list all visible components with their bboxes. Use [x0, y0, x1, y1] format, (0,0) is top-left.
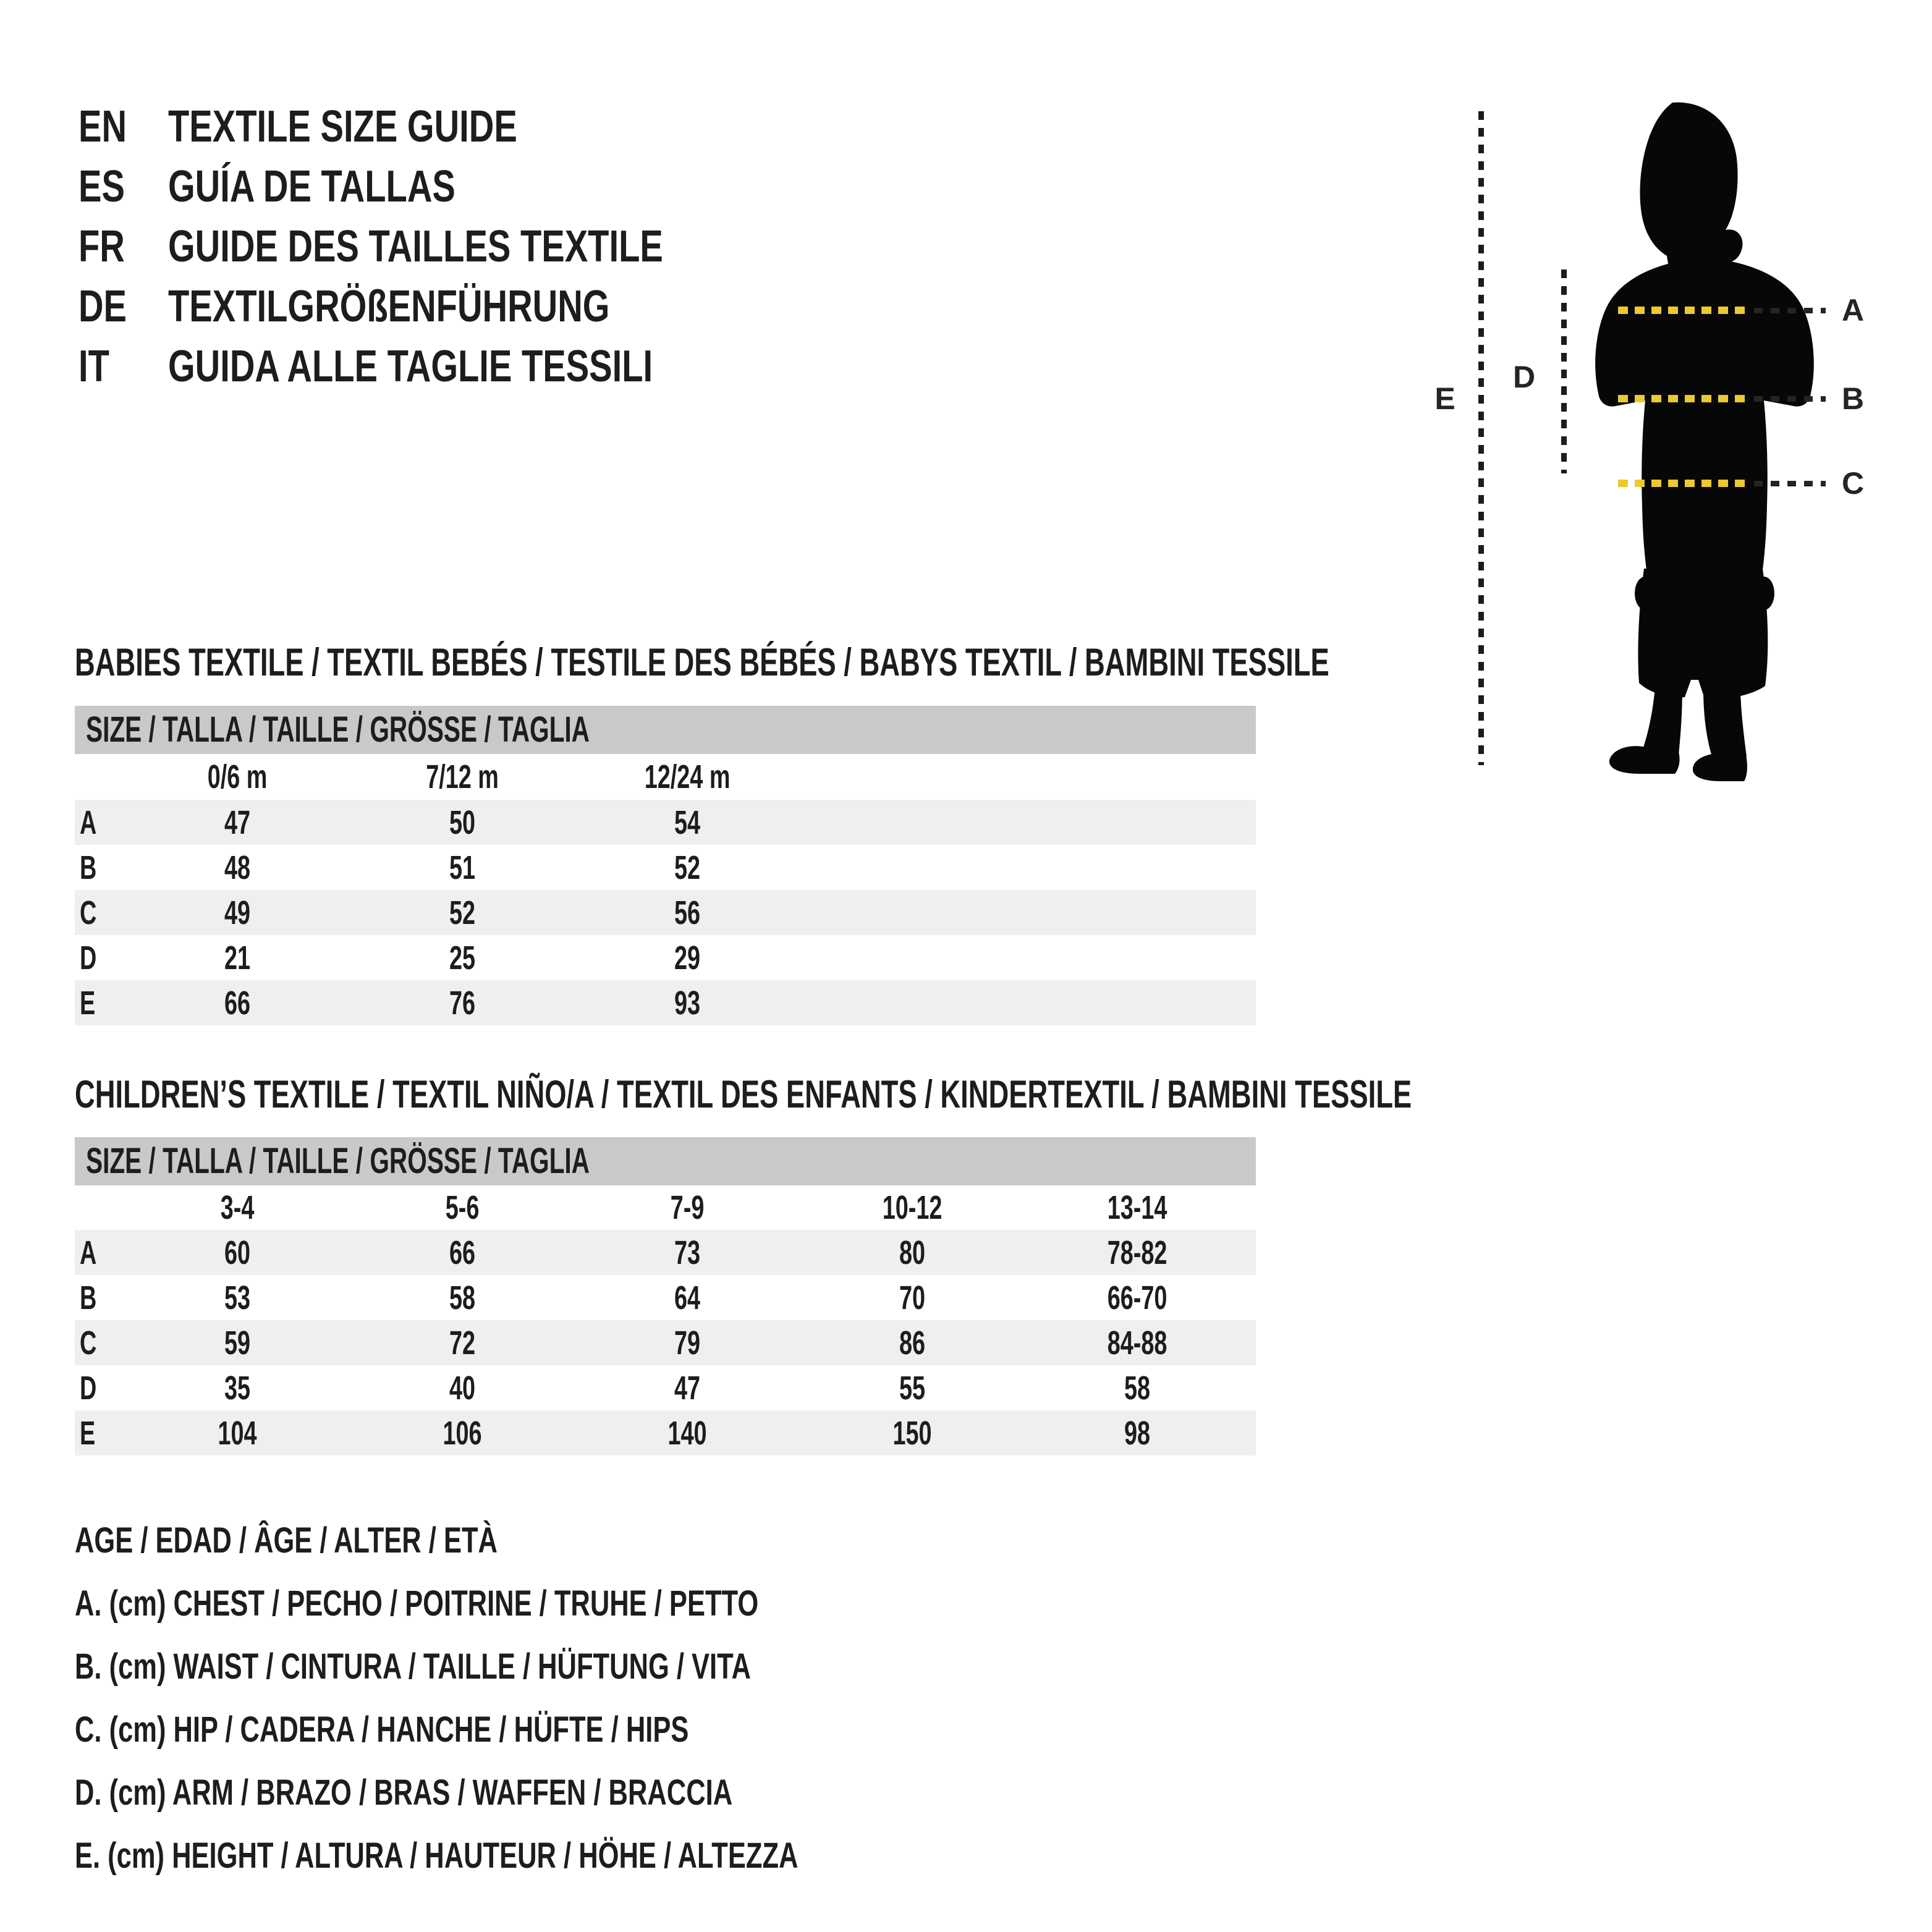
hip-c-dark-dashes: [1754, 481, 1826, 486]
children-size-header-bar: SIZE / TALLA / TAILLE / GRÖSSE / TAGLIA: [75, 1137, 1256, 1185]
language-title-block: [78, 96, 803, 396]
marker-a-label: A: [1842, 293, 1865, 328]
table-row: E 104 106 140 150 98: [75, 1410, 1256, 1455]
marker-e-label: E: [1434, 381, 1455, 416]
babies-section-heading: BABIES TEXTILE / TEXTIL BEBÉS / TESTILE DES BÉBÉS / BABYS TEXTIL / BAMBINI TESSILE: [75, 641, 1329, 684]
lang-code: IT: [78, 341, 109, 391]
table-row: D 21 25 29: [80, 939, 701, 977]
lang-row-it: [78, 336, 803, 396]
lang-title: TEXTILGRÖßENFÜHRUNG: [168, 281, 610, 331]
lang-title: GUIDA ALLE TAGLIE TESSILI: [168, 341, 653, 391]
table-row: E 66 76 93: [75, 980, 1256, 1025]
row-label: C: [80, 1324, 97, 1362]
waist-b-yellow-dashes: [1618, 395, 1749, 402]
row-label: D: [80, 939, 97, 977]
children-col-1: 5-6: [445, 1189, 480, 1226]
legend-line-hip: C. (cm) HIP / CADERA / HANCHE / HÜFTE / HIPS: [75, 1709, 689, 1750]
table-row: C 59 72 79 86 84-88: [75, 1320, 1256, 1365]
silhouette-right-leg: [1703, 689, 1747, 756]
table-row: C 49 52 56: [75, 890, 1256, 935]
row-label: A: [80, 1234, 97, 1271]
legend-line-waist: B. (cm) WAIST / CINTURA / TAILLE / HÜFTUNG / VITA: [75, 1646, 751, 1687]
lang-row-de: [78, 276, 803, 336]
babies-table: [75, 800, 1256, 1025]
row-label: E: [80, 984, 96, 1022]
silhouette-left-leg: [1642, 687, 1682, 755]
babies-col-1: 7/12 m: [426, 758, 499, 795]
child-silhouette: [1582, 99, 1829, 791]
lang-row-fr: [78, 216, 803, 276]
marker-d-label: D: [1512, 360, 1536, 394]
waist-b-dark-dashes: [1754, 396, 1826, 402]
row-label: B: [80, 1279, 97, 1316]
lang-title: GUIDE DES TAILLES TEXTILE: [168, 221, 663, 271]
lang-code: FR: [78, 221, 125, 271]
marker-b-label: B: [1842, 381, 1865, 416]
chest-a-dark-dashes: [1754, 308, 1826, 313]
children-col-3: 10-12: [882, 1189, 943, 1226]
legend-line-chest: A. (cm) CHEST / PECHO / POITRINE / TRUHE / PETTO: [75, 1583, 759, 1624]
lang-row-es: [78, 156, 803, 216]
table-row: D 35 40 47 55 58: [80, 1369, 1151, 1407]
marker-c-label: C: [1842, 466, 1865, 501]
lang-code: EN: [78, 101, 127, 151]
children-column-header-row: [75, 1185, 1256, 1230]
lang-code: DE: [78, 281, 127, 331]
children-table: [75, 1230, 1256, 1455]
legend-line-height: E. (cm) HEIGHT / ALTURA / HAUTEUR / HÖHE / ALTEZZA: [75, 1835, 799, 1876]
babies-column-header-row: [75, 754, 1256, 800]
lang-title: TEXTILE SIZE GUIDE: [168, 101, 517, 151]
table-row: A 60 66 73 80 78-82: [75, 1230, 1256, 1275]
babies-size-header-bar: SIZE / TALLA / TAILLE / GRÖSSE / TAGLIA: [75, 706, 1256, 754]
children-col-0: 3-4: [220, 1189, 255, 1226]
lang-row-en: [78, 96, 803, 156]
table-row: A 47 50 54: [75, 800, 1256, 845]
silhouette-right-shoe: [1693, 754, 1747, 781]
children-section-heading: CHILDREN’S TEXTILE / TEXTIL NIÑO/A / TEXTIL DES ENFANTS / KINDERTEXTIL / BAMBINI TESSILE: [75, 1073, 1412, 1116]
arm-d-dotted-line: [1561, 269, 1567, 473]
babies-col-0: 0/6 m: [207, 758, 268, 795]
table-row: B 53 58 64 70 66-70: [80, 1279, 1167, 1316]
children-col-2: 7-9: [670, 1189, 705, 1226]
row-label: B: [80, 849, 97, 886]
children-col-4: 13-14: [1107, 1189, 1167, 1226]
hip-c-yellow-dashes: [1618, 480, 1749, 487]
measurement-legend: [75, 1509, 1040, 1887]
babies-col-2: 12/24 m: [644, 758, 731, 795]
row-label: D: [80, 1369, 97, 1407]
table-row: B 48 51 52: [80, 849, 701, 886]
legend-line-age: AGE / EDAD / ÂGE / ALTER / ETÀ: [75, 1520, 498, 1561]
row-label: E: [80, 1414, 96, 1452]
legend-line-arm: D. (cm) ARM / BRAZO / BRAS / WAFFEN / BRACCIA: [75, 1772, 733, 1813]
chest-a-yellow-dashes: [1618, 307, 1749, 314]
lang-code: ES: [78, 161, 125, 211]
lang-title: GUÍA DE TALLAS: [168, 161, 455, 211]
row-label: C: [80, 894, 97, 931]
row-label: A: [80, 803, 97, 841]
